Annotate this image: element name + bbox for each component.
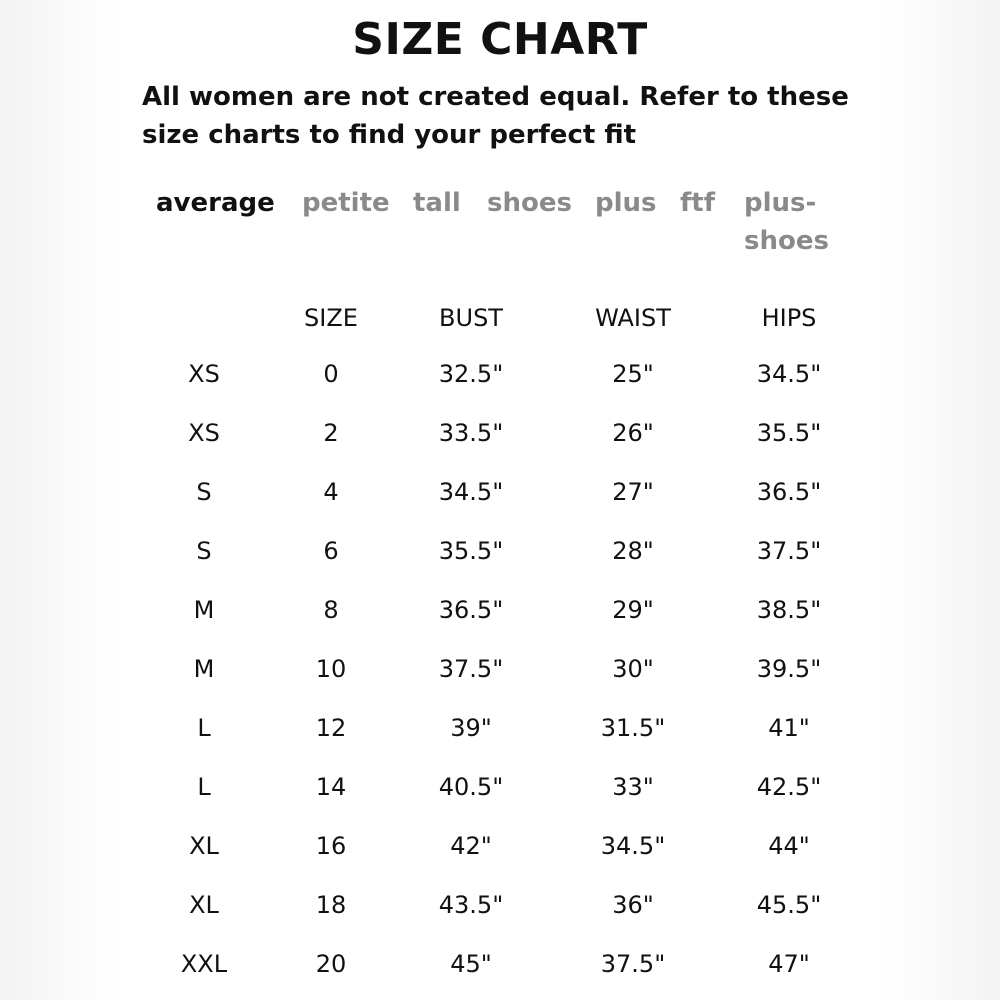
table-header-row	[0, 290, 1000, 346]
table-cell-bust: 42"	[450, 832, 492, 860]
table-cell-label: L	[197, 714, 211, 742]
table-cell-waist: 26"	[612, 419, 654, 447]
header-cell-bust: BUST	[439, 304, 503, 332]
table-cell-label: M	[193, 655, 215, 683]
table-cell-size: 6	[323, 537, 339, 565]
table-cell-bust: 43.5"	[438, 891, 504, 919]
table-cell-label: XL	[189, 832, 219, 860]
table-cell-label: XS	[188, 419, 220, 447]
table-row	[0, 818, 1000, 877]
table-cell-waist: 25"	[612, 360, 654, 388]
table-cell-size: 4	[323, 478, 339, 506]
table-cell-bust: 34.5"	[438, 478, 504, 506]
table-cell-waist: 33"	[612, 773, 654, 801]
table-cell-hips: 36.5"	[756, 478, 822, 506]
table-cell-label: XS	[188, 360, 220, 388]
page-subtitle: All women are not created equal. Refer to these size charts to find your perfect fit	[142, 82, 849, 150]
table-cell-label: S	[196, 478, 212, 506]
table-cell-label: XXL	[180, 950, 228, 978]
table-cell-waist: 30"	[612, 655, 654, 683]
tab-shoes[interactable]: shoes	[487, 188, 572, 218]
table-row	[0, 582, 1000, 641]
table-cell-label: L	[197, 773, 211, 801]
table-row	[0, 759, 1000, 818]
table-cell-size: 10	[315, 655, 347, 683]
table-cell-hips: 47"	[768, 950, 810, 978]
tab-plus[interactable]: plus	[595, 188, 657, 218]
size-table	[0, 290, 1000, 995]
table-cell-bust: 37.5"	[438, 655, 504, 683]
table-cell-hips: 45.5"	[756, 891, 822, 919]
table-cell-waist: 27"	[612, 478, 654, 506]
table-row	[0, 405, 1000, 464]
table-cell-bust: 32.5"	[438, 360, 504, 388]
table-cell-bust: 36.5"	[438, 596, 504, 624]
table-cell-waist: 28"	[612, 537, 654, 565]
table-cell-bust: 33.5"	[438, 419, 504, 447]
table-cell-hips: 39.5"	[756, 655, 822, 683]
table-cell-hips: 42.5"	[756, 773, 822, 801]
table-row	[0, 936, 1000, 995]
table-cell-hips: 35.5"	[756, 419, 822, 447]
table-cell-label: XL	[189, 891, 219, 919]
table-cell-size: 2	[323, 419, 339, 447]
table-cell-size: 20	[315, 950, 347, 978]
table-cell-waist: 31.5"	[600, 714, 666, 742]
table-cell-bust: 39"	[450, 714, 492, 742]
table-cell-waist: 36"	[612, 891, 654, 919]
table-cell-size: 16	[315, 832, 347, 860]
table-cell-size: 0	[323, 360, 339, 388]
table-cell-size: 12	[315, 714, 347, 742]
tab-ftf[interactable]: ftf	[680, 188, 716, 218]
table-row	[0, 877, 1000, 936]
table-row	[0, 346, 1000, 405]
header-cell-size: SIZE	[304, 304, 358, 332]
table-cell-label: M	[193, 596, 215, 624]
table-cell-bust: 40.5"	[438, 773, 504, 801]
table-cell-label: S	[196, 537, 212, 565]
tab-tall[interactable]: tall	[413, 188, 461, 218]
tab-average[interactable]: average	[156, 188, 275, 218]
table-row	[0, 700, 1000, 759]
table-cell-hips: 41"	[768, 714, 810, 742]
table-cell-size: 8	[323, 596, 339, 624]
size-category-tabs	[0, 184, 1000, 264]
header-cell-waist: WAIST	[595, 304, 671, 332]
page-title: SIZE CHART	[352, 14, 648, 65]
table-cell-waist: 37.5"	[600, 950, 666, 978]
table-row	[0, 523, 1000, 582]
table-cell-hips: 37.5"	[756, 537, 822, 565]
table-cell-hips: 44"	[768, 832, 810, 860]
table-cell-hips: 38.5"	[756, 596, 822, 624]
table-body	[0, 346, 1000, 995]
table-cell-waist: 29"	[612, 596, 654, 624]
table-cell-hips: 34.5"	[756, 360, 822, 388]
table-cell-bust: 35.5"	[438, 537, 504, 565]
table-row	[0, 641, 1000, 700]
table-cell-size: 14	[315, 773, 347, 801]
table-row	[0, 464, 1000, 523]
table-cell-bust: 45"	[450, 950, 492, 978]
tab-plus-shoes[interactable]: plus-shoes	[744, 188, 829, 256]
header-cell-hips: HIPS	[761, 304, 817, 332]
table-cell-size: 18	[315, 891, 347, 919]
tab-petite[interactable]: petite	[302, 188, 390, 218]
table-cell-waist: 34.5"	[600, 832, 666, 860]
